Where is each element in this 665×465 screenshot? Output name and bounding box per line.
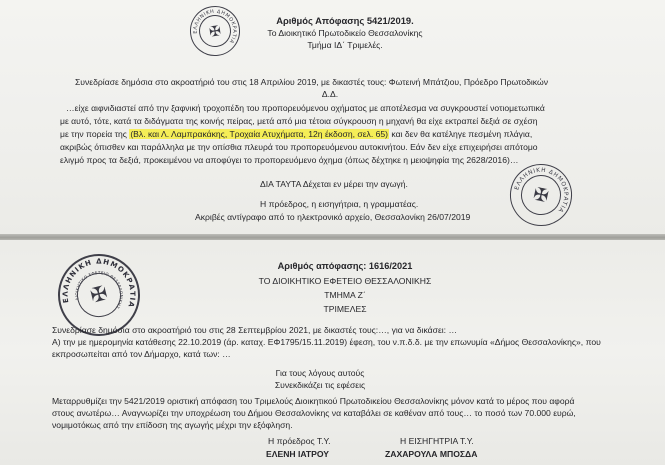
ruling-line: νομιμοτόκως από την επίδοση της αγωγής μέχρι την εξόφληση.	[52, 420, 293, 430]
president-name: ΕΛΕΝΗ ΙΑΤΡΟΥ	[266, 449, 330, 459]
appeal-line: εκπροσωπείται από τον Δήμαρχο, κατά των: …	[52, 349, 231, 359]
seal-text: ΕΛΛΗΝΙΚΗ ΔΗΜΟΚΡΑΤΙΑ	[192, 8, 238, 45]
court-composition: ΤΡΙΜΕΛΕΣ	[323, 304, 367, 314]
rapporteur-name: ΖΑΧΑΡΟΥΛΑ ΜΠΟΣΔΑ	[385, 449, 478, 459]
paragraph-text: και δεν θα κατέληγε πεσμένη πλάγια,	[389, 129, 533, 139]
decision-title: Αριθμός Απόφασης 5421/2019.	[276, 15, 414, 26]
certified-copy-note: Ακριβές αντίγραφο από το ηλεκτρονικό αρχείο, Θεσσαλονίκη 26/07/2019	[195, 212, 471, 222]
seal-text: ΕΛΛΗΝΙΚΗ ΔΗΜΟΚΡΑΤΙΑ	[60, 256, 138, 310]
court-section: Τμήμα ΙΔ΄ Τριμελές.	[307, 40, 383, 50]
paragraph-line: ακριβώς όπισθεν και παράλληλα με την οπίσθια πλευρά του προπορευόμενου αυτοκινήτου. Εάν δεν είχε επιχειρήσει απότομο	[60, 142, 538, 152]
court-name: ΤΟ ΔΙΟΙΚΗΤΙΚΟ ΕΦΕΤΕΙΟ ΘΕΣΣΑΛΟΝΙΚΗΣ	[258, 276, 432, 286]
joins-heading: Συνεκδικάζει τις εφέσεις	[274, 380, 366, 390]
paragraph-line: ελιγμό προς τα δεξιά, προκειμένου να αποφύγει το προπορευόμενο όχημα (όπως δέχτηκε η μειοψηφία της 2628/2016)…	[60, 155, 519, 165]
session-line: Συνεδρίασε δημόσια στο ακροατήριό του στις 18 Απριλίου 2019, με δικαστές τους: Φωτεινή Μπάτζιου, Πρόεδρο Πρωτοδικών	[75, 77, 549, 87]
paragraph-line-with-citation	[60, 129, 532, 140]
ruling-line: Μεταρρυθμίζει την 5421/2019 οριστική απόφαση του Τριμελούς Διοικητικού Πρωτοδικείου Θεσσαλονίκης μόνον κατά το μέρος που αφορά	[52, 396, 575, 406]
dd-line: Δ.Δ.	[321, 89, 339, 99]
coat-of-arms-icon: ✠	[208, 22, 222, 40]
appeal-decision-page	[0, 240, 665, 465]
paragraph-line: με αυτό, τότε, κατά τα διδάγματα της κοινής πείρας, μετά από μια τέτοια σύγκρουση η μηχανή θα είχε εκτραπεί δεξιά σε σχέση	[60, 116, 538, 126]
session-line: Συνεδρίασε δημόσια στο ακροατήριό του στις 28 Σεπτεμβρίου 2021, με δικαστές τους:…, για να δικάσει: …	[52, 325, 458, 335]
rapporteur-label: Η ΕΙΣΗΓΗΤΡΙΑ Τ.Υ.	[400, 436, 474, 446]
highlighted-citation: (Βλ. και Λ. Λαμπρακάκης, Τροχαία Ατυχήματα, 12η έκδοση, σελ. 65)	[130, 129, 389, 139]
appeal-line: Α) την με ημερομηνία κατάθεσης 22.10.2019 (άρ. καταχ. ΕΦ1795/15.11.2019) έφεση, του ν.π.δ.δ. με την επωνυμία «Δήμος Θεσσαλονίκης», που	[52, 337, 601, 347]
ruling-line: στους ανωτέρω… Αναγνωρίζει την υποχρέωση του Δήμου Θεσσαλονίκης να καταβάλει σε καθέναν από τους… το ποσό των 70.000 ευρώ,	[52, 408, 576, 418]
court-name: Το Διοικητικό Πρωτοδικείο Θεσσαλονίκης	[267, 28, 423, 38]
coat-of-arms-icon: ✠	[531, 183, 551, 207]
seal-inner-text: ΔΙΟΙΚΗΤΙΚΟ ΕΦΕΤΕΙΟ ΘΕΣΣΑΛΟΝΙΚΗΣ	[74, 270, 124, 310]
reasons-heading: Για τους λόγους αυτούς	[275, 368, 365, 378]
paragraph-line: …είχε αιφνιδιαστεί από την ξαφνική τροχοπέδη του προπορευόμενου οχήματος με αποτέλεσμα να συγκρουστεί νοτιομετωπικά	[66, 103, 545, 113]
signatories-line: Η πρόεδρος, η εισηγήτρια, η γραμματέας.	[260, 199, 419, 209]
seal-text: ΕΛΛΗΝΙΚΗ ΔΗΜΟΚΡΑΤΙΑ	[514, 167, 569, 214]
court-section: ΤΜΗΜΑ Ζ΄	[324, 290, 366, 300]
operative-part: ΔΙΑ ΤΑΥΤΑ Δέχεται εν μέρει την αγωγή.	[260, 179, 408, 189]
paragraph-text: με την πορεία της	[60, 129, 130, 139]
coat-of-arms-icon: ✠	[88, 282, 110, 308]
decision-title: Αριθμός απόφασης: 1616/2021	[277, 261, 413, 271]
president-label: Η πρόεδρος Τ.Υ.	[268, 436, 331, 446]
court-seal-top-right	[504, 158, 578, 232]
